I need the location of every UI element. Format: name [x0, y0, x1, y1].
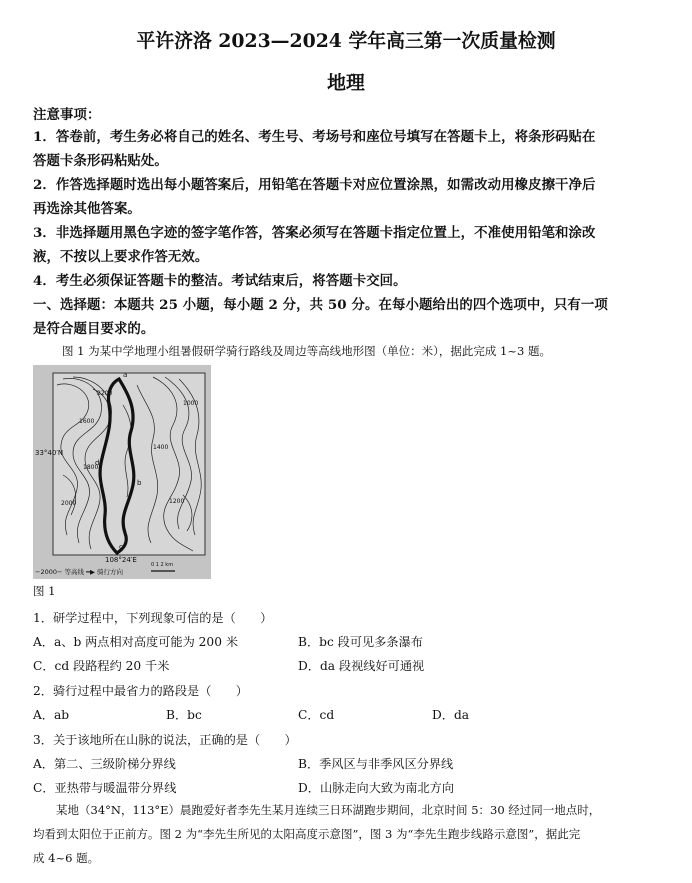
- note-3-line-2: 液，不按以上要求作答无效。: [33, 249, 209, 265]
- note-1-line-2: 答题卡条形码粘贴处。: [33, 153, 168, 169]
- longitude-label: 108°24′E: [105, 556, 137, 564]
- contour-label-6: 1000: [183, 400, 199, 407]
- notes-heading: 注意事项：: [33, 107, 101, 123]
- question-1-option-c: C．cd 段路程约 20 千米: [33, 659, 170, 673]
- contour-label-3: 1400: [153, 444, 169, 451]
- point-a-label: a: [123, 371, 128, 379]
- question-1-stem: 1．研学过程中，下列现象可信的是（ ）: [33, 611, 273, 625]
- question-3-stem: 3．关于该地所在山脉的说法，正确的是（ ）: [33, 733, 297, 747]
- section-heading-line-1: 一、选择题：本题共 25 小题，每小题 2 分，共 50 分。在每小题给出的四个选项中，只有一项: [33, 297, 608, 313]
- passage-line-2: 均看到太阳位于正前方。图 2 为“李先生所见的太阳高度示意图”，图 3 为“李先生跑步线路示意图”，据此完: [33, 827, 581, 841]
- contour-label-7: 2200: [97, 390, 113, 397]
- question-2-option-b: B．bc: [166, 708, 202, 722]
- point-d-label: d: [95, 459, 100, 467]
- question-3-option-b: B．季风区与非季风区分界线: [298, 757, 454, 771]
- question-2-option-c: C．cd: [298, 708, 335, 722]
- question-2-option-a: A．ab: [33, 708, 70, 722]
- question-1-option-a: A．a、b 两点相对高度可能为 200 米: [33, 635, 239, 649]
- subject-title: 地理: [327, 72, 365, 94]
- note-1-line-1: 1．答卷前，考生务必将自己的姓名、考生号、考场号和座位号填写在答题卡上，将条形码贴在: [33, 129, 596, 145]
- question-3-option-c: C．亚热带与暖温带分界线: [33, 781, 177, 795]
- passage-line-1: 某地（34°N，113°E）晨跑爱好者李先生某月连续三日环湖跑步期间，北京时间 5：30 经过同一地点时，: [33, 803, 601, 817]
- question-1-option-b: B．bc 段可见多条瀑布: [298, 635, 423, 649]
- note-3-line-1: 3．非选择题用黑色字迹的签字笔作答，答案必须写在答题卡指定位置上，不准使用铅笔和涂改: [33, 225, 596, 241]
- question-3-option-a: A．第二、三级阶梯分界线: [33, 757, 176, 771]
- scale-label: 0 1 2 km: [151, 562, 174, 568]
- note-4: 4．考生必须保证答题卡的整洁。考试结束后，将答题卡交回。: [33, 273, 407, 289]
- point-b-label: b: [137, 479, 142, 487]
- point-c-label: c: [119, 543, 123, 551]
- contour-label-2: 1800: [83, 464, 99, 471]
- map-legend: −2000− 等高线 ━▶ 骑行方向: [35, 568, 124, 576]
- note-2-line-2: 再选涂其他答案。: [33, 201, 141, 217]
- figure-1-intro: 图 1 为某中学地理小组暑假研学骑行路线及周边等高线地形图（单位：米），据此完成 1~3 题。: [62, 344, 551, 358]
- passage-line-3: 成 4~6 题。: [33, 851, 100, 865]
- contour-label-4: 1200: [169, 498, 185, 505]
- contour-map-drawing: [33, 365, 211, 579]
- latitude-label: 33°40′N: [35, 449, 64, 457]
- contour-label-5: 2000: [61, 500, 77, 507]
- contour-label-1: 1600: [79, 418, 95, 425]
- exam-title: 平许济洛 2023—2024 学年高三第一次质量检测: [136, 30, 556, 52]
- question-2-option-d: D．da: [432, 708, 470, 722]
- section-heading-line-2: 是符合题目要求的。: [33, 321, 155, 337]
- figure-1-caption: 图 1: [33, 584, 56, 598]
- question-3-option-d: D．山脉走向大致为南北方向: [298, 781, 455, 795]
- question-1-option-d: D．da 段视线好可通视: [298, 659, 425, 673]
- question-2-stem: 2．骑行过程中最省力的路段是（ ）: [33, 684, 248, 698]
- figure-1-contour-map: [33, 365, 211, 579]
- note-2-line-1: 2．作答选择题时选出每小题答案后，用铅笔在答题卡对应位置涂黑，如需改动用橡皮擦干净后: [33, 177, 596, 193]
